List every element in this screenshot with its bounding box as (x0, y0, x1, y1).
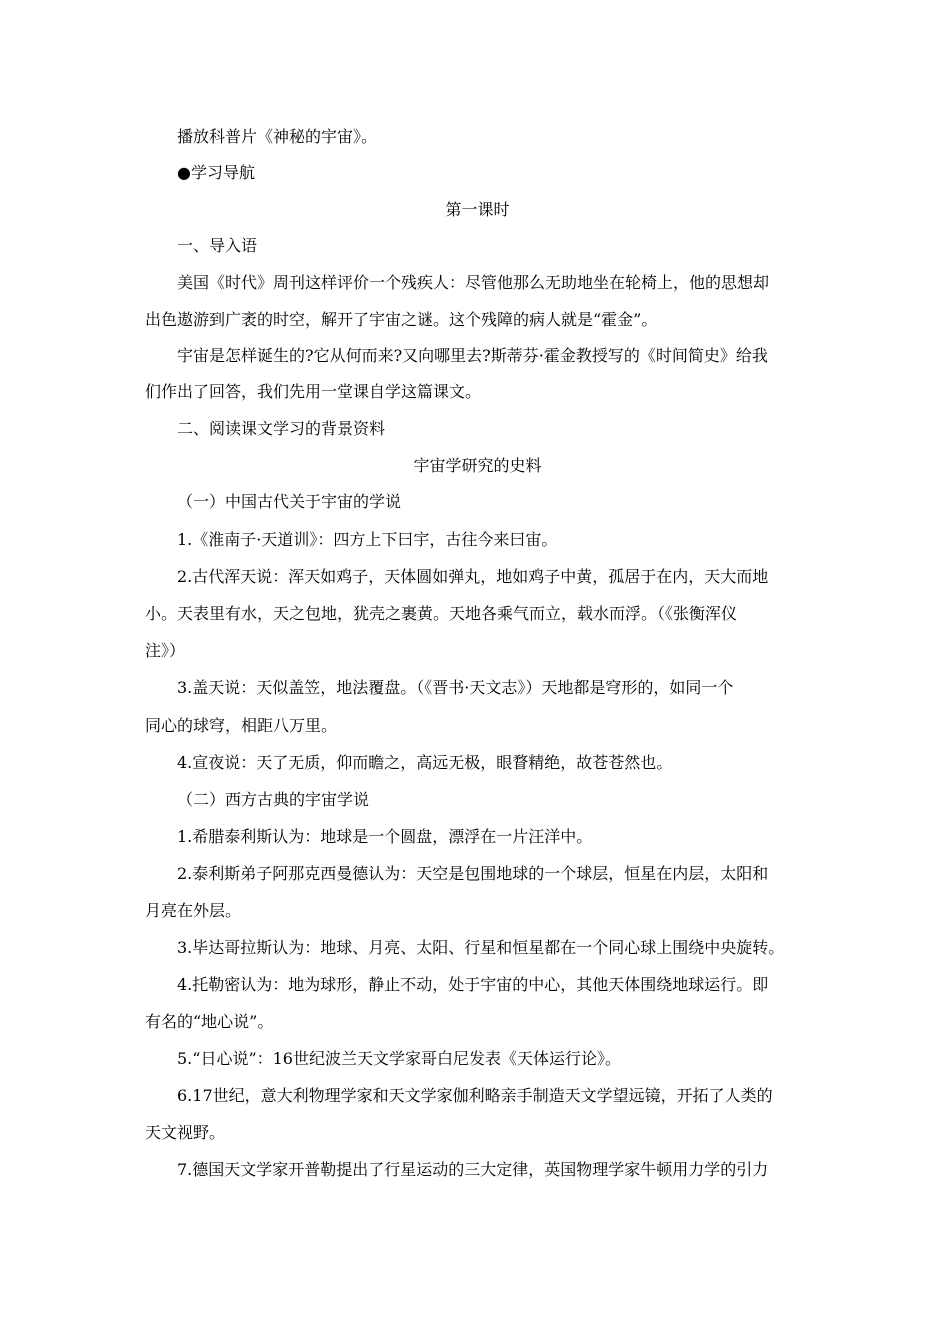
paragraph-line: 出色遨游到广袤的时空，解开了宇宙之谜。这个残障的病人就是“霍金”。 (145, 310, 658, 329)
list-item: 1.《淮南子·天道训》：四方上下曰宇，古往今来曰宙。 (177, 530, 558, 549)
subsection-heading: （二）西方古典的宇宙学说 (177, 790, 370, 809)
list-item: 4.托勒密认为：地为球形，静止不动，处于宇宙的中心，其他天体围绕地球运行。即 (177, 975, 769, 994)
section-marker: ●学习导航 (177, 163, 255, 182)
list-item: 3.毕达哥拉斯认为：地球、月亮、太阳、行星和恒星都在一个同心球上围绕中央旋转。 (177, 938, 785, 957)
list-item: 3.盖天说：天似盖笠，地法覆盘。（《晋书·天文志》）天地都是穹形的，如同一个 (177, 678, 734, 697)
text-line: 播放科普片《神秘的宇宙》。 (177, 127, 378, 146)
paragraph-line: 们作出了回答，我们先用一堂课自学这篇课文。 (145, 382, 482, 401)
list-item: 7.德国天文学家开普勒提出了行星运动的三大定律，英国物理学家牛顿用力学的引力 (177, 1160, 769, 1179)
section-heading: 一、导入语 (177, 236, 258, 255)
list-item: 2.古代浑天说：浑天如鸡子，天体圆如弹丸，地如鸡子中黄，孤居于在内，天大而地 (177, 567, 769, 586)
list-item-continuation: 月亮在外层。 (145, 901, 242, 920)
lesson-title: 第一课时 (445, 200, 510, 219)
list-item-continuation: 小。天表里有水，天之包地，犹壳之裹黄。天地各乘气而立，载水而浮。（《张衡浑仪 (145, 604, 738, 623)
list-item-continuation: 注》） (145, 641, 186, 660)
list-item: 6.17世纪，意大利物理学家和天文学家伽利略亲手制造天文学望远镜，开拓了人类的 (177, 1086, 773, 1105)
list-item: 5.“日心说”：16世纪波兰天文学家哥白尼发表《天体运行论》。 (177, 1049, 621, 1068)
list-item-continuation: 有名的“地心说”。 (145, 1012, 274, 1031)
list-item: 4.宣夜说：天了无质，仰而瞻之，高远无极，眼瞀精绝，故苍苍然也。 (177, 753, 673, 772)
list-item: 1.希腊泰利斯认为：地球是一个圆盘，漂浮在一片汪洋中。 (177, 827, 593, 846)
section-heading: 二、阅读课文学习的背景资料 (177, 419, 386, 438)
list-item: 2.泰利斯弟子阿那克西曼德认为：天空是包围地球的一个球层，恒星在内层，太阳和 (177, 864, 769, 883)
paragraph-line: 宇宙是怎样诞生的?它从何而来?又向哪里去?斯蒂芬·霍金教授写的《时间简史》给我 (177, 346, 768, 365)
list-item-continuation: 同心的球穹，相距八万里。 (145, 716, 338, 735)
material-title: 宇宙学研究的史料 (413, 456, 542, 475)
subsection-heading: （一）中国古代关于宇宙的学说 (177, 492, 402, 511)
list-item-continuation: 天文视野。 (145, 1123, 226, 1142)
paragraph-line: 美国《时代》周刊这样评价一个残疾人：尽管他那么无助地坐在轮椅上，他的思想却 (177, 273, 770, 292)
